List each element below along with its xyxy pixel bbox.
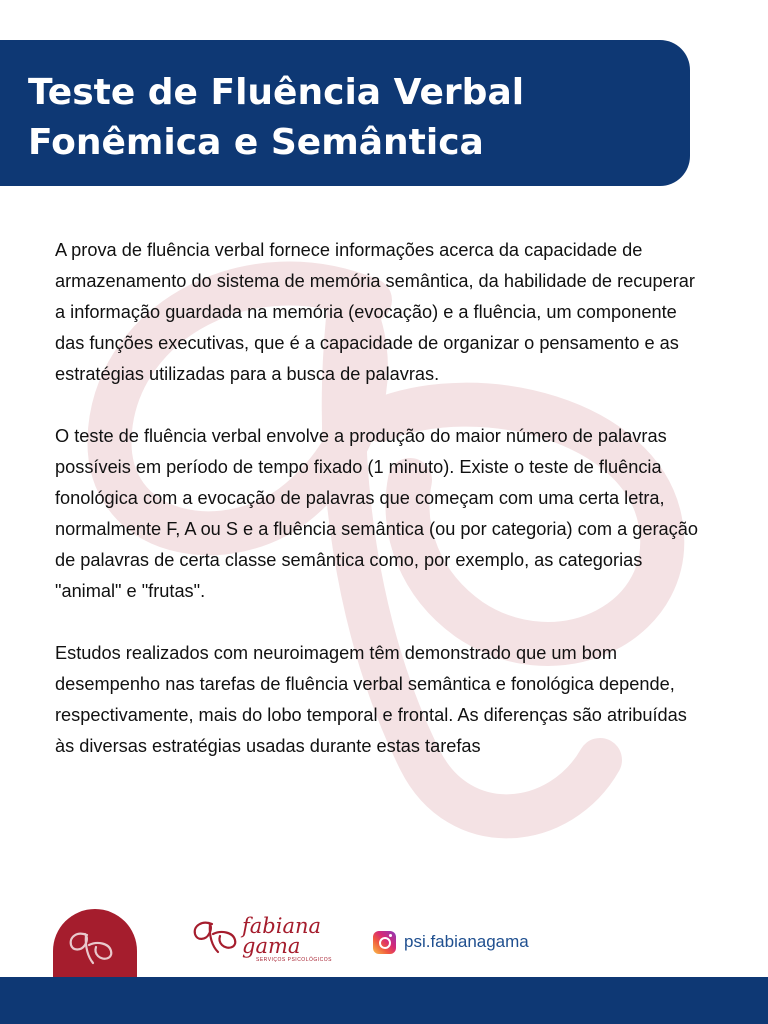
paragraph-3: Estudos realizados com neuroimagem têm demonstrado que um bom desempenho nas tarefas de fluência verbal semântica e fonológica depende, respectivamente, mais do lobo temporal e frontal. As diferenças são atribuídas às diversas estratégias usadas durante estas tarefas xyxy=(55,643,687,756)
brand-logo xyxy=(190,912,330,968)
title-line-2: Fonêmica e Semântica xyxy=(28,122,484,163)
instagram-link[interactable] xyxy=(373,929,529,955)
brand-name-line-1: fabiana xyxy=(242,914,322,938)
paragraph-2: O teste de fluência verbal envolve a produção do maior número de palavras possíveis em período de tempo fixado (1 minuto). Existe o teste de fluência fonológica com a evocação de palavras que começam com uma certa letra, normalmente F, A ou S e a fluência semântica (ou por categoria) com a geração de palavras de certa classe semântica como, por exemplo, as categorias "animal" e "frutas". xyxy=(55,426,698,601)
brand-monogram-icon xyxy=(190,916,250,956)
brand-name xyxy=(242,916,321,956)
body-text xyxy=(55,235,705,793)
brand-subtitle: SERVIÇOS PSICOLÓGICOS xyxy=(256,957,332,963)
footer-bar xyxy=(0,977,768,1024)
title-line-1: Teste de Fluência Verbal xyxy=(28,72,525,113)
page-title xyxy=(28,68,668,168)
monogram-icon xyxy=(65,923,125,971)
instagram-handle: psi.fabianagama xyxy=(404,932,529,951)
logo-badge xyxy=(53,909,137,981)
instagram-icon xyxy=(373,931,396,954)
brand-name-line-2: gama xyxy=(242,934,301,958)
paragraph-1: A prova de fluência verbal fornece informações acerca da capacidade de armazenamento do sistema de memória semântica, da habilidade de recuperar a informação guardada na memória (evocação) e a fluência, um componente das funções executivas, que é a capacidade de organizar o pensamento e as estratégias utilizadas para a busca de palavras. xyxy=(55,240,695,384)
